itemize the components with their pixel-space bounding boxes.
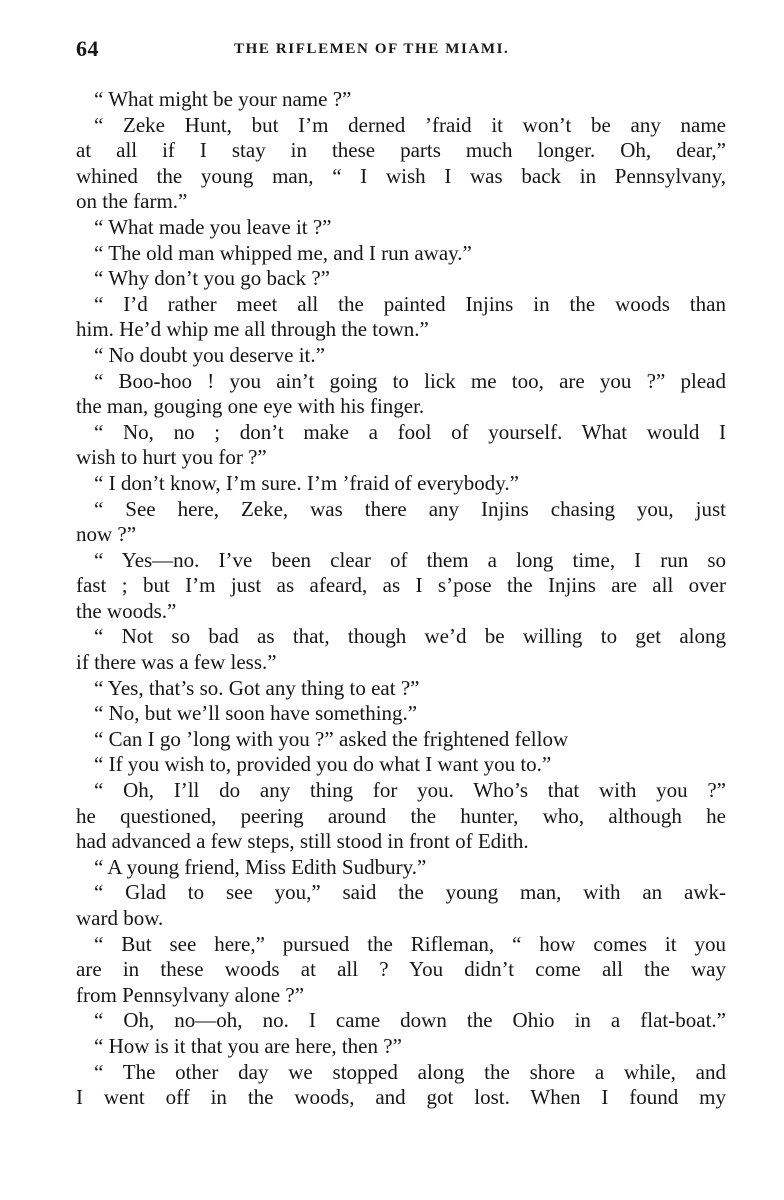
text-line: I went off in the woods, and got lost. When I found my bbox=[76, 1085, 726, 1110]
text-line: if there was a few less.” bbox=[76, 650, 277, 675]
text-line: fast ; but I’m just as afeard, as I s’pose the Injins are all over bbox=[76, 573, 726, 598]
text-line: him. He’d whip me all through the town.” bbox=[76, 317, 429, 342]
text-line: “ No, but we’ll soon have something.” bbox=[94, 701, 418, 726]
text-line: “ I don’t know, I’m sure. I’m ’fraid of everybody.” bbox=[94, 470, 519, 495]
text-line: had advanced a few steps, still stood in front of Edith. bbox=[76, 829, 529, 854]
text-line: “ No doubt you deserve it.” bbox=[94, 342, 325, 367]
text-line: “ I’d rather meet all the painted Injins in the woods than bbox=[94, 291, 726, 316]
text-line: “ Why don’t you go back ?” bbox=[94, 266, 330, 291]
text-line: the man, gouging one eye with his finger. bbox=[76, 394, 425, 419]
text-line: “ Can I go ’long with you ?” asked the frightened fellow bbox=[94, 726, 569, 751]
text-line: “ What might be your name ?” bbox=[94, 87, 352, 111]
text-line: “ Oh, I’ll do any thing for you. Who’s that with you ?” bbox=[94, 778, 726, 803]
text-line: from Pennsylvany alone ?” bbox=[76, 982, 305, 1007]
text-line: he questioned, peering around the hunter, who, although he bbox=[76, 803, 726, 828]
page-number: 64 bbox=[76, 36, 99, 61]
text-line: “ No, no ; don’t make a fool of yourself. What would I bbox=[94, 419, 726, 444]
text-line: “ Oh, no—oh, no. I came down the Ohio in a flat-boat.” bbox=[94, 1008, 726, 1033]
text-line: on the farm.” bbox=[76, 189, 188, 214]
text-line: “ The other day we stopped along the shore a while, and bbox=[94, 1059, 726, 1084]
text-line: now ?” bbox=[76, 522, 137, 547]
text-line: the woods.” bbox=[76, 598, 177, 623]
text-line: are in these woods at all ? You didn’t come all the way bbox=[76, 957, 726, 982]
text-line: “ Yes—no. I’ve been clear of them a long time, I run so bbox=[94, 547, 726, 572]
text-line: “ If you wish to, provided you do what I want you to.” bbox=[94, 752, 552, 777]
text-line: “ Zeke Hunt, but I’m derned ’fraid it won’t be any name bbox=[94, 112, 726, 137]
text-line: at all if I stay in these parts much longer. Oh, dear,” bbox=[76, 138, 726, 163]
text-line: “ Glad to see you,” said the young man, with an awk- bbox=[94, 880, 726, 905]
text-line: “ Yes, that’s so. Got any thing to eat ?” bbox=[94, 675, 420, 700]
text-line: “ See here, Zeke, was there any Injins chasing you, just bbox=[94, 496, 726, 521]
text-line: “ Boo-hoo ! you ain’t going to lick me too, are you ?” plead bbox=[94, 368, 726, 393]
body-text bbox=[76, 87, 726, 1111]
text-line: ward bow. bbox=[76, 906, 164, 930]
text-line: “ How is it that you are here, then ?” bbox=[94, 1033, 402, 1058]
page-header bbox=[76, 36, 726, 66]
text-line: “ The old man whipped me, and I run away.” bbox=[94, 240, 472, 265]
text-line: wish to hurt you for ?” bbox=[76, 445, 267, 470]
text-line: whined the young man, “ I wish I was back in Pennsylvany, bbox=[76, 163, 726, 188]
text-line: “ What made you leave it ?” bbox=[94, 214, 332, 239]
text-line: “ Not so bad as that, though we’d be willing to get along bbox=[94, 624, 726, 649]
text-line: “ A young friend, Miss Edith Sudbury.” bbox=[94, 854, 427, 879]
running-title: THE RIFLEMEN OF THE MIAMI. bbox=[234, 41, 510, 57]
text-line: “ But see here,” pursued the Rifleman, “ how comes it you bbox=[94, 931, 726, 956]
